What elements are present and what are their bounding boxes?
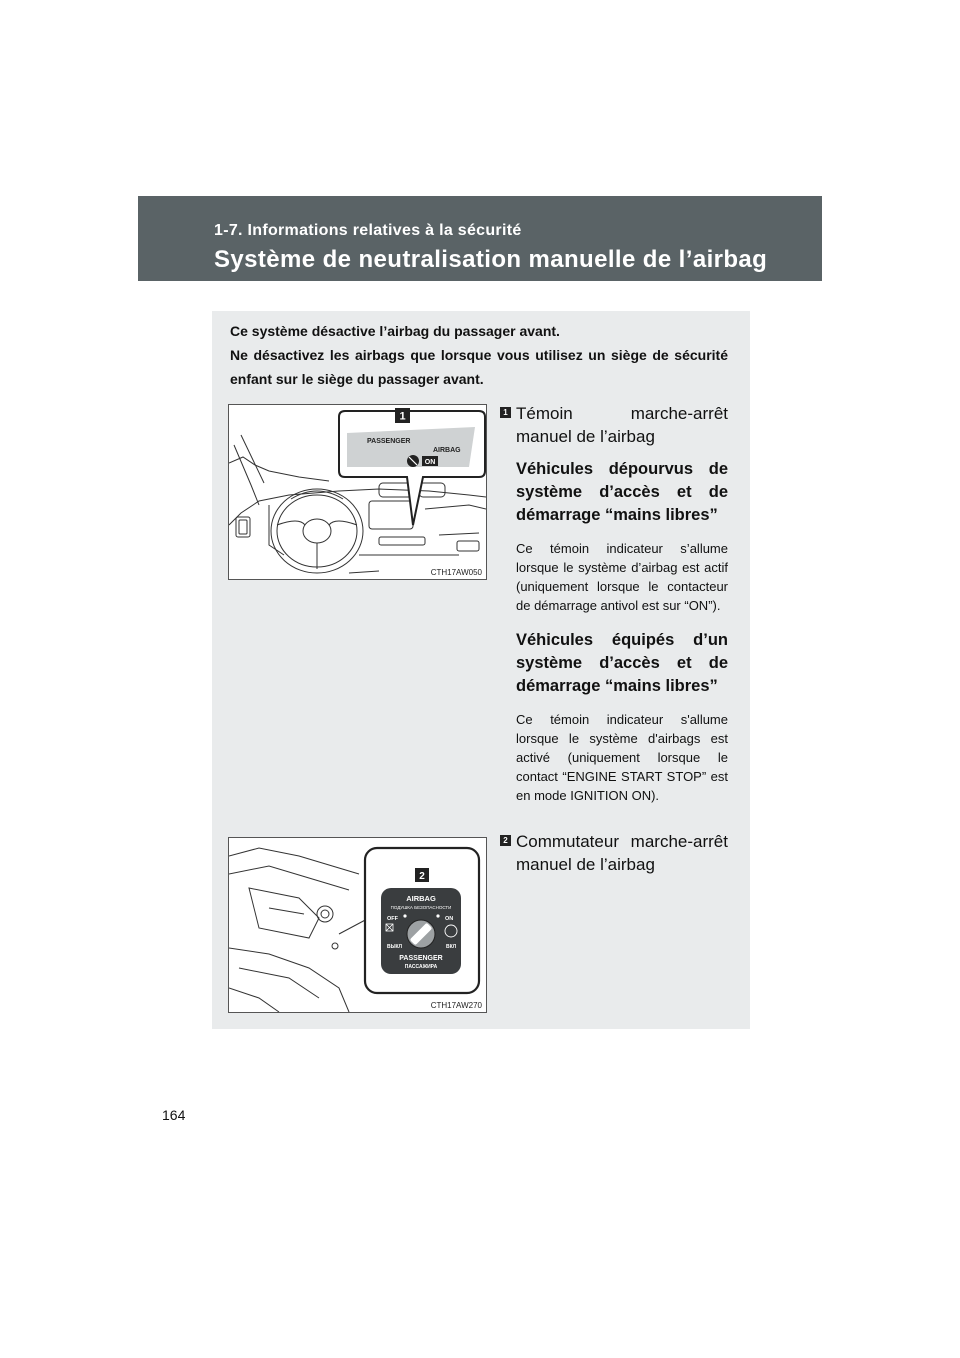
airbag-switch-illustration [228, 837, 487, 1013]
content-panel [212, 311, 750, 1029]
figure-code-1: CTH17AW050 [430, 568, 482, 577]
item-1 [500, 402, 728, 805]
dashboard-drawing [229, 405, 486, 579]
item-1-heading [500, 402, 728, 448]
page-title: Système de neutralisation manuelle de l’airbag [214, 246, 768, 273]
switch-label-passenger: PASSENGER [399, 955, 443, 962]
callout-number-2: 2 [419, 871, 425, 882]
switch-label-on: ON [445, 916, 454, 922]
item-2-heading [500, 830, 728, 876]
intro-line-1: Ce système désactive l’airbag du passager avant. [230, 323, 560, 339]
intro-text [230, 319, 728, 391]
figure-code-2: CTH17AW270 [430, 1001, 482, 1010]
switch-label-off-ru: ВЫКЛ [387, 944, 403, 950]
intro-line-2: Ne désactivez les airbags que lorsque vous utilisez un siège de sécurité enfant sur le siège du passager avant. [230, 347, 728, 387]
subsection-2-text: Ce témoin indicateur s'allume lorsque le système d'airbags est activé (uniquement lorsque le contact “ENGINE START STOP” est en mode IGNITION ON). [516, 712, 728, 803]
subsection-1-text: Ce témoin indicateur s’allume lorsque le système d’airbag est actif (uniquement lorsque le contacteur de démarrage antivol est sur “ON”). [516, 541, 728, 613]
switch-label-off: OFF [387, 916, 398, 922]
chapter-header [138, 196, 822, 281]
switch-label-airbag: AIRBAG [406, 894, 436, 903]
item-2-title: Commutateur marche-arrêt manuel de l’airbag [516, 832, 728, 874]
indicator-label-on: ON [424, 459, 436, 466]
item-number-2: 2 [500, 835, 511, 846]
callout-number-1: 1 [399, 410, 406, 423]
item-2 [500, 830, 728, 876]
switch-label-on-ru: ВКЛ [446, 944, 457, 950]
glovebox-drawing [229, 838, 486, 1012]
switch-label-airbag-ru: ПОДУШКА БЕЗОПАСНОСТИ [390, 905, 452, 910]
switch-label-passenger-ru: ПАССАЖИРА [404, 964, 438, 970]
dashboard-illustration [228, 404, 487, 580]
section-label: 1-7. Informations relatives à la sécurité [214, 222, 522, 239]
subsection-1-heading: Véhicules dépourvus de système d’accès et de démarrage “mains libres” [516, 460, 728, 524]
page-number: 164 [162, 1107, 186, 1123]
indicator-label-passenger: PASSENGER [367, 438, 411, 445]
subsection-2-heading: Véhicules équipés d’un système d’accès et de démarrage “mains libres” [516, 631, 728, 695]
item-number-1: 1 [500, 407, 511, 418]
indicator-label-airbag: AIRBAG [433, 447, 461, 454]
item-1-title: Témoin marche-arrêt manuel de l’airbag [516, 404, 728, 446]
